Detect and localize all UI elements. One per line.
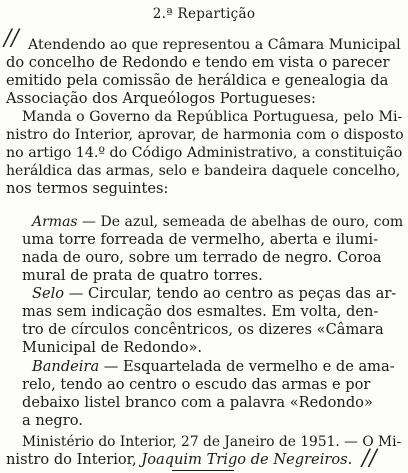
handwritten-mark-top: //	[4, 26, 19, 51]
text-line: do concelho de Redondo e tendo em vista o parecer	[6, 54, 390, 71]
text-line: no artigo 14.º do Código Administrativo, a constituição	[6, 145, 403, 161]
bandeira-text: — Esquartelada de vermelho e de ama-	[99, 358, 395, 375]
text-line: Associação dos Arqueólogos Portugueses:	[6, 90, 316, 107]
text-line: nistro do Interior, aprovar, de harmonia com o disposto	[6, 127, 404, 143]
section-heading: 2.ª Repartição	[152, 6, 256, 22]
bandeira-first-line	[32, 358, 395, 376]
text-line: Manda o Governo da República Portuguesa, pelo Mi-	[22, 109, 403, 125]
text-line: Atendendo ao que representou a Câmara Municipal	[28, 37, 401, 53]
text-line: uma torre forreada de vermelho, aberta e ilumi-	[22, 231, 379, 248]
armas-label: Armas	[32, 214, 78, 230]
text-line: relo, tendo ao centro o escudo das armas e por	[22, 376, 371, 393]
bandeira-label: Bandeira	[32, 358, 100, 375]
selo-first-line	[32, 285, 396, 303]
text-line: mural de prata de quatro torres.	[22, 267, 263, 284]
closing-line-2	[6, 451, 352, 469]
text-line: Municipal de Redondo».	[22, 339, 203, 356]
closing-divider	[172, 470, 234, 471]
armas-first-line	[32, 213, 403, 231]
armas-text: — De azul, semeada de abelhas de ouro, com	[77, 214, 404, 230]
text-line: tro de círculos concêntricos, os dizeres «Câmara	[22, 321, 384, 338]
signatory-name: Joaquim Trigo de Negreiros	[141, 451, 348, 468]
text-line: mas sem indicação dos esmaltes. Em volta, den-	[22, 303, 379, 320]
handwritten-mark-bottom: //	[362, 446, 377, 471]
text-line: emitido pela comissão de heráldica e genealogia da	[6, 72, 389, 89]
text-line: heráldica das armas, selo e bandeira daquele concelho,	[6, 163, 401, 179]
selo-text: — Circular, tendo ao centro as peças das ar-	[64, 285, 397, 302]
selo-label: Selo	[32, 285, 65, 302]
text-line: nos termos seguintes:	[6, 180, 169, 197]
text-line: a negro.	[22, 412, 83, 429]
text-line: nada de ouro, sobre um terrado de negro. Coroa	[22, 249, 382, 266]
text-line: debaixo listel branco com a palavra «Redondo»	[22, 394, 373, 411]
closing-prefix: nistro do Interior,	[6, 451, 142, 468]
closing-line-1: Ministério do Interior, 27 de Janeiro de 1951. — O Mi-	[22, 434, 402, 450]
closing-suffix: .	[347, 451, 353, 468]
